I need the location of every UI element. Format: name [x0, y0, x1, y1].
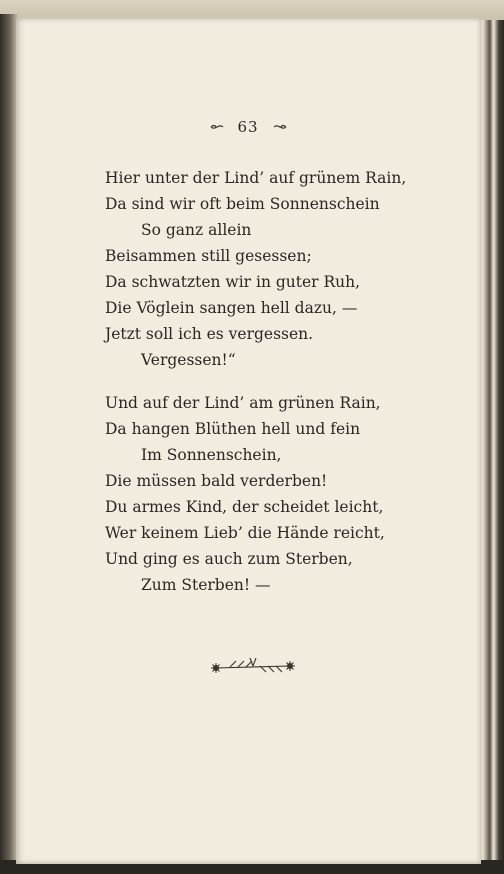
- stanza-2-line-6: Wer keinem Lieb’ die Hände reicht,: [105, 524, 385, 542]
- stanza-1-line-4: Beisammen still gesessen;: [105, 247, 312, 265]
- stanza-2-line-1: Und auf der Lind’ am grünen Rain,: [105, 394, 381, 412]
- stanza-2-line-8: Zum Sterben! —: [141, 576, 271, 594]
- stanza-1-line-5: Da schwatzten wir in guter Ruh,: [105, 273, 361, 291]
- stanza-1-line-7: Jetzt soll ich es vergessen.: [105, 325, 314, 343]
- stanza-1-line-1: Hier unter der Lind’ auf grünem Rain,: [105, 169, 407, 187]
- stanza-2-line-4: Die müssen bald verderben!: [105, 472, 328, 490]
- stanza-1-line-2: Da sind wir oft beim Sonnenschein: [105, 195, 380, 213]
- stanza-2: [105, 390, 465, 598]
- stanza-1: [105, 165, 465, 373]
- page-stack-edge: [478, 20, 504, 865]
- ornament-left-icon: [209, 121, 230, 135]
- stanza-1-line-8: Vergessen!“: [141, 351, 236, 369]
- floral-vignette-icon: [208, 652, 298, 680]
- stanza-2-line-2: Da hangen Blüthen hell und fein: [105, 420, 361, 438]
- page-header: [16, 118, 481, 136]
- stanza-2-line-3: Im Sonnenschein,: [141, 446, 282, 464]
- stanza-1-line-6: Die Vöglein sangen hell dazu, —: [105, 299, 358, 317]
- page-number: 63: [237, 118, 259, 136]
- stanza-2-line-5: Du armes Kind, der scheidet leicht,: [105, 498, 384, 516]
- book-page: [16, 18, 481, 864]
- ornament-right-icon: [272, 121, 288, 135]
- stanza-2-line-7: Und ging es auch zum Sterben,: [105, 550, 353, 568]
- stanza-1-line-3: So ganz allein: [141, 221, 252, 239]
